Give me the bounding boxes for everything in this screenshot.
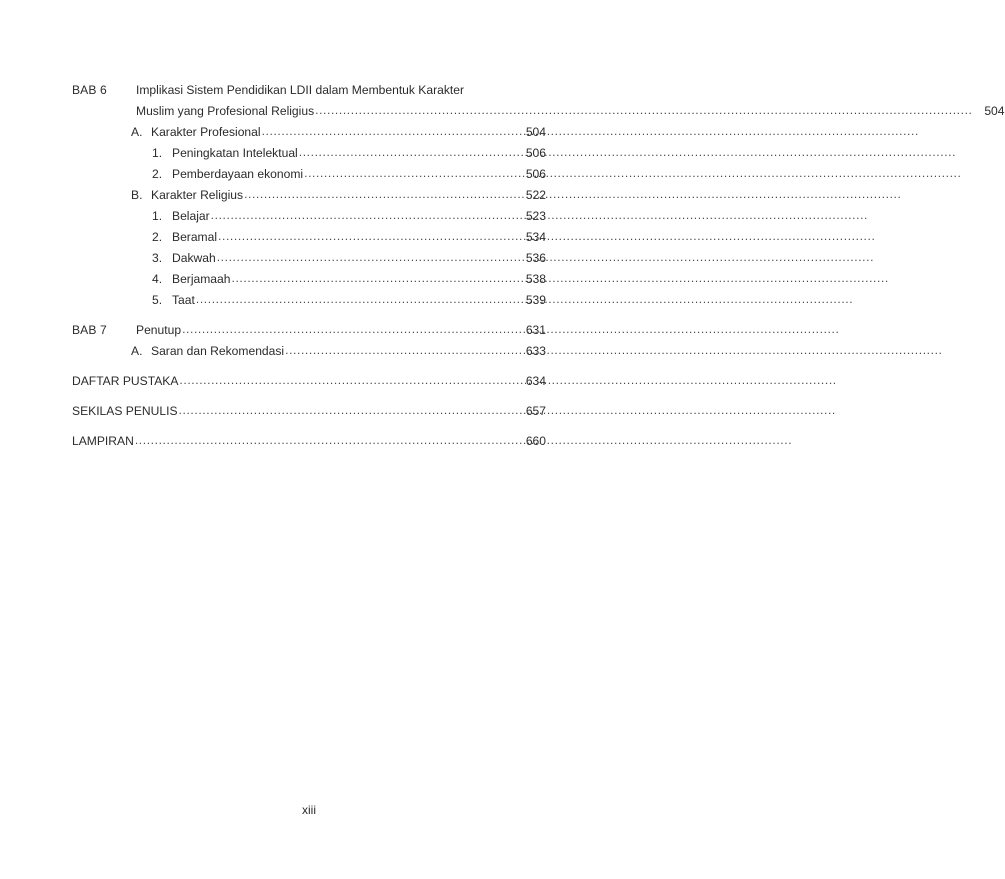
entry-title: Belajar: [172, 209, 210, 223]
dot-leader: [217, 247, 514, 268]
page-number: 504: [984, 104, 1005, 118]
page-number: 504: [525, 125, 546, 139]
dot-leader: [232, 268, 515, 289]
page-number: 538: [525, 272, 546, 286]
page-number: 523: [525, 209, 546, 223]
chapter-tag: BAB 6: [72, 83, 107, 97]
toc-entry-lampiran[interactable]: [72, 431, 546, 452]
entry-marker: 1.: [152, 209, 163, 223]
entry-title: Karakter Religius: [151, 188, 244, 202]
page-number: 522: [525, 188, 546, 202]
entry-marker: 2.: [152, 167, 163, 181]
page-number: 633: [525, 344, 546, 358]
toc-entry-bab-6-a[interactable]: [72, 122, 546, 143]
toc-entry-bab-6-b-3[interactable]: [72, 248, 546, 269]
entry-marker: 3.: [152, 251, 163, 265]
toc-entry-bab-6-b-4[interactable]: [72, 269, 546, 290]
entry-marker: 4.: [152, 272, 163, 286]
entry-marker: 5.: [152, 293, 163, 307]
chapter-title-line-2-row: [136, 101, 1005, 122]
dot-leader: [304, 163, 514, 184]
toc-entry-daftar-pustaka[interactable]: [72, 371, 546, 392]
dot-leader: [182, 319, 514, 340]
dot-leader: [262, 121, 514, 142]
chapter-title-line-1: Implikasi Sistem Pendidikan LDII dalam Membentuk Karakter: [136, 83, 465, 97]
page-number: 660: [525, 434, 546, 448]
toc-entry-bab-7[interactable]: [72, 320, 546, 341]
dot-leader: [218, 226, 514, 247]
chapter-tag: BAB 7: [72, 323, 107, 337]
dot-leader: [196, 289, 514, 310]
toc-list: [72, 80, 1005, 452]
entry-marker: 2.: [152, 230, 163, 244]
dot-leader: [179, 400, 514, 421]
entry-marker: A.: [131, 344, 143, 358]
entry-title: Saran dan Rekomendasi: [151, 344, 285, 358]
chapter-title-line-2: Muslim yang Profesional Religius: [136, 104, 315, 118]
dot-leader: [244, 184, 514, 205]
entry-title: Penutup: [136, 323, 182, 337]
dot-leader: [315, 100, 972, 121]
dot-leader: [285, 340, 514, 361]
dot-leader: [299, 142, 514, 163]
entry-title: LAMPIRAN: [72, 434, 134, 448]
toc-entry-bab-6-a-2[interactable]: [72, 164, 546, 185]
toc-entry-bab-6-a-1[interactable]: [72, 143, 546, 164]
toc-entry-bab-6-b-5[interactable]: [72, 290, 546, 311]
entry-title: Taat: [172, 293, 195, 307]
dot-leader: [179, 370, 514, 391]
entry-title: Karakter Profesional: [151, 125, 261, 139]
toc-entry-sekilas-penulis[interactable]: [72, 401, 546, 422]
entry-title: Berjamaah: [172, 272, 231, 286]
entry-title: SEKILAS PENULIS: [72, 404, 178, 418]
toc-entry-bab-6-b-1[interactable]: [72, 206, 546, 227]
entry-title: Peningkatan Intelektual: [172, 146, 298, 160]
entry-marker: A.: [131, 125, 143, 139]
page-number: 506: [525, 167, 546, 181]
chapter-title-block: [136, 80, 1005, 122]
page-number: 534: [525, 230, 546, 244]
entry-title: Pemberdayaan ekonomi: [172, 167, 304, 181]
page-number: 506: [525, 146, 546, 160]
dot-leader: [211, 205, 514, 226]
toc-entry-bab-7-a[interactable]: [72, 341, 546, 362]
entry-title: Dakwah: [172, 251, 216, 265]
entry-marker: B.: [131, 188, 143, 202]
page-number: 634: [525, 374, 546, 388]
page-number: 631: [525, 323, 546, 337]
entry-title: DAFTAR PUSTAKA: [72, 374, 179, 388]
page-number: 536: [525, 251, 546, 265]
toc-entry-bab-6-b[interactable]: [72, 185, 546, 206]
entry-marker: 1.: [152, 146, 163, 160]
dot-leader: [135, 430, 514, 451]
page-folio: xiii: [302, 803, 316, 817]
page-number: 539: [525, 293, 546, 307]
toc-entry-bab-6[interactable]: [72, 80, 1005, 122]
entry-title: Beramal: [172, 230, 218, 244]
toc-entry-bab-6-b-2[interactable]: [72, 227, 546, 248]
page-number: 657: [525, 404, 546, 418]
